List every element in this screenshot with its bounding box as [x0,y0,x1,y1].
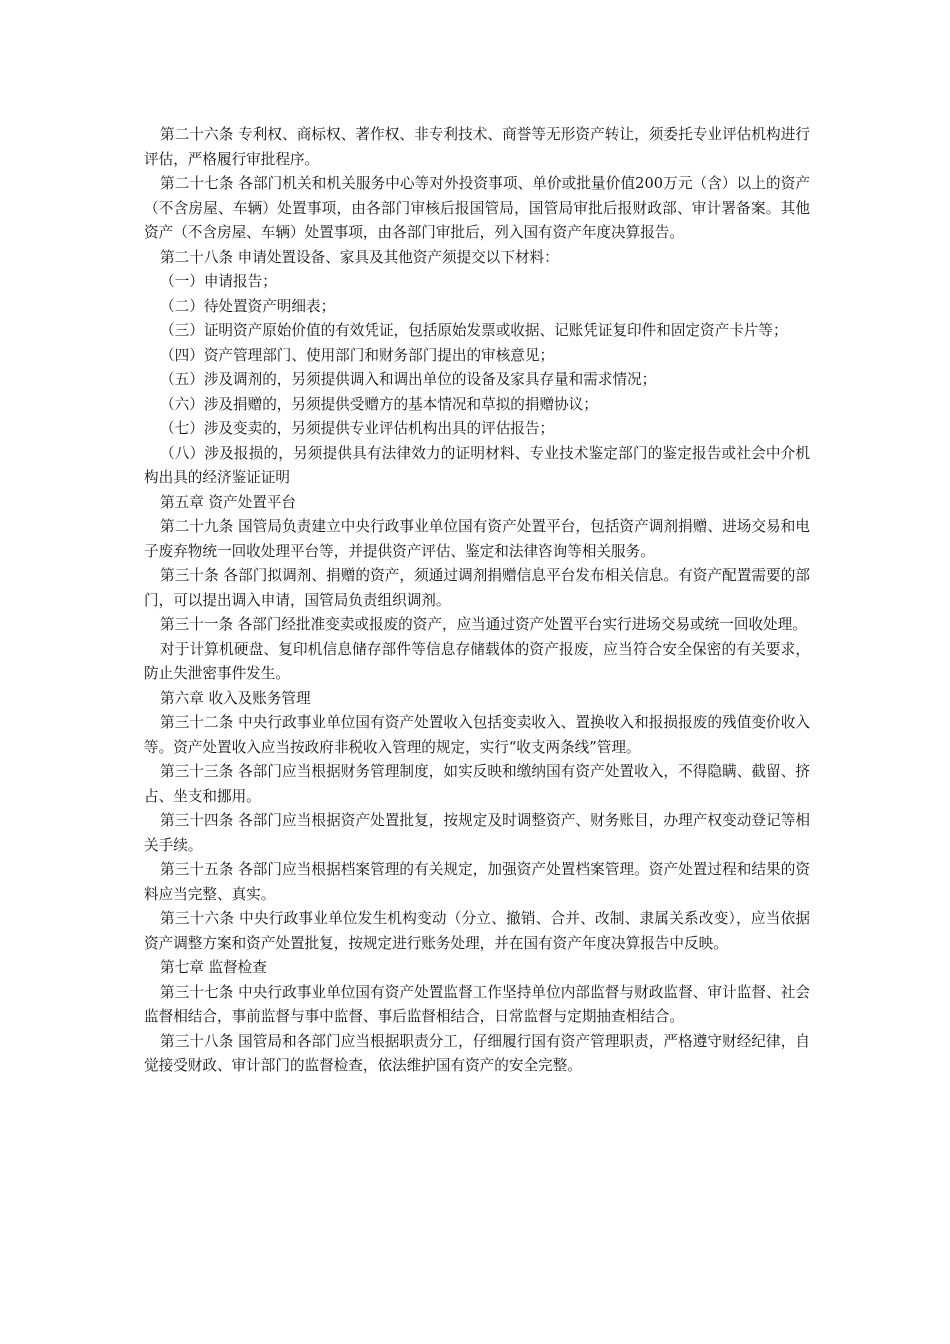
article-37: 第三十七条 中央行政事业单位国有资产处置监督工作坚持单位内部监督与财政监督、审计监督、社会监督相结合，事前监督与事中监督、事后监督相结合，日常监督与定期抽查相结合。 [144,983,810,1025]
chapter-5-heading: 第五章 资产处置平台 [160,493,297,511]
document-page [144,123,810,1079]
article-30: 第三十条 各部门拟调剂、捐赠的资产，须通过调剂捐赠信息平台发布相关信息。有资产配置需要的部门，可以提出调入申请，国管局负责组织调剂。 [144,567,810,609]
article-27: 第二十七条 各部门机关和机关服务中心等对外投资事项、单价或批量价值200万元（含）以上的资产（不含房屋、车辆）处置事项，由各部门审核后报国管局，国管局审批后报财政部、审计署备案。其他资产（不含房屋、车辆）处置事项，由各部门审批后，列入国有资产年度决算报告。 [144,175,810,241]
article-33: 第三十三条 各部门应当根据财务管理制度，如实反映和缴纳国有资产处置收入，不得隐瞒、截留、挤占、坐支和挪用。 [144,763,810,805]
article-29: 第二十九条 国管局负责建立中央行政事业单位国有资产处置平台，包括资产调剂捐赠、进场交易和电子废弃物统一回收处理平台等，并提供资产评估、鉴定和法律咨询等相关服务。 [144,518,810,560]
list-item-5: （五）涉及调剂的，另须提供调入和调出单位的设备及家具存量和需求情况； [160,371,657,388]
article-26: 第二十六条 专利权、商标权、著作权、非专利技术、商誉等无形资产转让，须委托专业评估机构进行评估，严格履行审批程序。 [144,126,810,168]
chapter-6-heading: 第六章 收入及账务管理 [160,689,311,707]
article-34: 第三十四条 各部门应当根据资产处置批复，按规定及时调整资产、财务账目，办理产权变动登记等相关手续。 [144,812,810,854]
article-32: 第三十二条 中央行政事业单位国有资产处置收入包括变卖收入、置换收入和报损报废的残值变价收入等。资产处置收入应当按政府非税收入管理的规定，实行“收支两条线”管理。 [144,714,810,756]
article-31: 第三十一条 各部门经批准变卖或报废的资产，应当通过资产处置平台实行进场交易或统一回收处理。 [160,616,807,633]
list-item-8: （八）涉及报损的，另须提供具有法律效力的证明材料、专业技术鉴定部门的鉴定报告或社会中介机构出具的经济鉴证证明 [144,444,810,486]
article-38: 第三十八条 国管局和各部门应当根据职责分工，仔细履行国有资产管理职责，严格遵守财经纪律，自觉接受财政、审计部门的监督检查，依法维护国有资产的安全完整。 [144,1032,810,1074]
article-35: 第三十五条 各部门应当根据档案管理的有关规定，加强资产处置档案管理。资产处置过程和结果的资料应当完整、真实。 [144,861,810,903]
article-28: 第二十八条 申请处置设备、家具及其他资产须提交以下材料： [160,248,559,266]
article-31-supplement: 对于计算机硬盘、复印机信息储存部件等信息存储载体的资产报废，应当符合安全保密的有关要求，防止失泄密事件发生。 [144,640,810,682]
list-item-1: （一）申请报告； [160,273,277,290]
article-36: 第三十六条 中央行政事业单位发生机构变动（分立、撤销、合并、改制、隶属关系改变），应当依据资产调整方案和资产处置批复，按规定进行账务处理，并在国有资产年度决算报告中反映。 [144,910,810,952]
list-item-4: （四）资产管理部门、使用部门和财务部门提出的审核意见； [160,346,555,364]
chapter-7-heading: 第七章 监督检查 [160,959,267,976]
list-item-7: （七）涉及变卖的，另须提供专业评估机构出具的评估报告； [160,420,555,437]
list-item-3: （三）证明资产原始价值的有效凭证，包括原始发票或收据、记账凭证复印件和固定资产卡片等； [160,322,788,339]
list-item-6: （六）涉及捐赠的，另须提供受赠方的基本情况和草拟的捐赠协议； [160,395,598,413]
list-item-2: （二）待处置资产明细表； [160,297,336,315]
